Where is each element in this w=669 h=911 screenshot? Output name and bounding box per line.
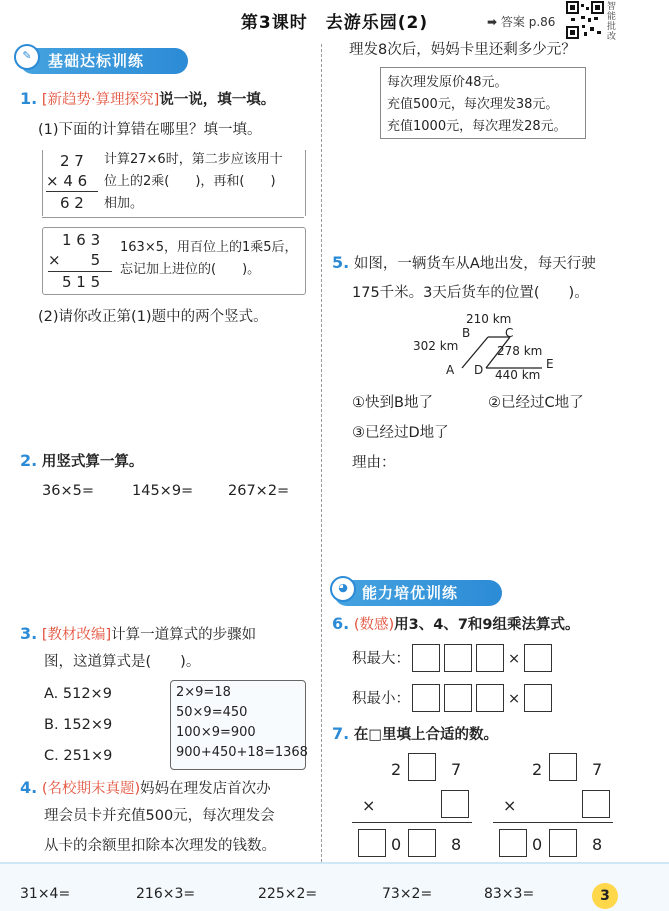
q7-p2-box-result-2[interactable] <box>549 829 577 857</box>
q2-item-1: 36×5= <box>42 483 94 499</box>
calc1-row3: 6 2 <box>60 194 84 212</box>
q1-sub2: (2)请你改正第(1)题中的两个竖式。 <box>38 309 268 325</box>
footer-item-3: 225×2= <box>258 886 318 902</box>
q2-number: 2. <box>20 451 38 470</box>
calc1-desc-line1: 计算27×6时，第二步应该用十 <box>104 152 283 167</box>
q5-point-a: A <box>446 363 455 377</box>
q5-label-cd: 278 km <box>497 344 543 358</box>
q1-title: 说一说，填一填。 <box>159 92 276 108</box>
footer-item-4: 73×2= <box>382 886 433 902</box>
q6-max-box-3[interactable] <box>476 644 504 672</box>
footer-bar <box>0 862 669 911</box>
q3-step-3: 100×9=900 <box>176 725 256 740</box>
q3-step-4: 900+450+18=1368 <box>176 745 308 760</box>
q4-info-3: 充值1000元，每次理发28元。 <box>387 119 567 134</box>
q7-p1-box-result-2[interactable] <box>408 829 436 857</box>
footer-item-1: 31×4= <box>20 886 71 902</box>
q3-option-c[interactable]: C. 251×9 <box>44 748 113 764</box>
q3-number: 3. <box>20 624 38 643</box>
q7-p2-times: × <box>503 796 517 815</box>
q7-p2-box-result-1[interactable] <box>499 829 527 857</box>
q1-tag: [新趋势·算理探究] <box>41 92 160 108</box>
footer-item-2: 216×3= <box>136 886 196 902</box>
q4-line2: 理会员卡并充值500元，每次理发会 <box>44 808 275 824</box>
section-basic-label: 基础达标训练 <box>48 52 145 70</box>
q5-reason-label: 理由： <box>352 455 396 471</box>
q3-tag: [教材改编] <box>41 627 112 643</box>
q4-info-box <box>380 67 586 139</box>
q4-tag: (名校期末真题) <box>41 781 141 797</box>
q5-option-1[interactable]: ①快到B地了 <box>352 395 433 411</box>
page-number: 3 <box>592 883 618 909</box>
q4-line4: 理发8次后，妈妈卡里还剩多少元？ <box>349 42 576 58</box>
calc2-row3: 5 1 5 <box>62 273 101 291</box>
q6-min-box-4[interactable] <box>524 684 552 712</box>
calc2-desc-line2: 忘记加上进位的( )。 <box>120 262 261 277</box>
answer-reference <box>487 13 555 30</box>
q6-number: 6. <box>332 614 350 633</box>
q7-p1-top-right: 7 <box>451 760 462 779</box>
q5-point-e: E <box>546 357 554 371</box>
section-advanced-header <box>334 580 502 606</box>
calc2-row2: × 5 <box>48 251 101 269</box>
q6-min-box-2[interactable] <box>444 684 472 712</box>
q4-heading <box>20 778 271 799</box>
q4-line3: 从卡的余额里扣除本次理发的钱数。 <box>44 838 276 854</box>
q5-line1: 如图，一辆货车从A地出发，每天行驶 <box>353 256 596 272</box>
q7-p2-top-right: 7 <box>592 760 603 779</box>
calc2-desc-line1: 163×5，用百位上的1乘5后， <box>120 240 298 255</box>
q6-min-label: 积最小： <box>352 691 410 707</box>
q1-sub1: (1)下面的计算错在哪里？填一填。 <box>38 122 262 138</box>
q1-calc-panel-1 <box>42 150 304 218</box>
q1-heading <box>20 89 275 110</box>
q7-title: 在□里填上合适的数。 <box>353 727 499 743</box>
section-advanced-label: 能力培优训练 <box>362 584 459 602</box>
q7-p1-times: × <box>362 796 376 815</box>
q7-heading <box>332 724 498 745</box>
q4-info-2: 充值500元，每次理发38元。 <box>387 97 559 112</box>
q5-label-de: 440 km <box>495 368 541 382</box>
q7-p2-box-top[interactable] <box>549 753 577 781</box>
q3-option-a[interactable]: A. 512×9 <box>44 686 112 702</box>
calc1-desc-line3: 相加。 <box>104 196 144 211</box>
q5-option-2[interactable]: ②已经过C地了 <box>488 395 584 411</box>
q6-max-box-4[interactable] <box>524 644 552 672</box>
q3-step-1: 2×9=18 <box>176 685 231 700</box>
q6-min-times: × <box>508 691 521 707</box>
mascot-icon: ✎ <box>14 44 40 70</box>
q7-p2-box-mult[interactable] <box>582 790 610 818</box>
q3-text-line2: 图，这道算式是( )。 <box>44 654 201 670</box>
calc1-desc-line2: 位上的2乘( )，再和( ) <box>104 174 276 189</box>
q5-heading <box>332 253 596 274</box>
q7-number: 7. <box>332 724 350 743</box>
mascot-dog-icon: ◕ <box>330 576 356 602</box>
page-title: 第3课时 去游乐园(2) <box>240 13 429 33</box>
q6-tag: (数感) <box>353 617 395 633</box>
q7-p1-top-left: 2 <box>391 760 402 779</box>
q6-min-box-3[interactable] <box>476 684 504 712</box>
q1-calc-panel-2 <box>42 227 304 295</box>
q7-p2-result-mid: 0 <box>532 835 543 854</box>
q4-number: 4. <box>20 778 38 797</box>
q4-line1: 妈妈在理发店首次办 <box>140 781 271 797</box>
q3-text-line1: 计算一道算式的步骤如 <box>111 627 257 643</box>
q2-item-3: 267×2= <box>228 483 290 499</box>
q7-p2-top-left: 2 <box>532 760 543 779</box>
q3-heading <box>20 624 256 645</box>
q1-number: 1. <box>20 89 38 108</box>
q7-p1-box-mult[interactable] <box>441 790 469 818</box>
q6-max-label: 积最大： <box>352 651 410 667</box>
q3-option-b[interactable]: B. 152×9 <box>44 717 113 733</box>
q6-max-box-1[interactable] <box>412 644 440 672</box>
q6-max-box-2[interactable] <box>444 644 472 672</box>
q7-p1-result-right: 8 <box>451 835 462 854</box>
answer-ref-text: 答案 p.86 <box>500 15 556 29</box>
q5-number: 5. <box>332 253 350 272</box>
qr-caption: 智能批改 <box>607 2 617 42</box>
q7-p1-result-mid: 0 <box>391 835 402 854</box>
q6-max-times: × <box>508 651 521 667</box>
qr-code-icon[interactable] <box>566 1 604 39</box>
calc1-row1: 2 7 <box>60 152 84 170</box>
q7-p1-box-top[interactable] <box>408 753 436 781</box>
q5-label-bc: 210 km <box>466 312 512 326</box>
calc1-row2: × 4 6 <box>46 172 88 190</box>
q4-info-1: 每次理发原价48元。 <box>387 75 508 90</box>
calc2-row1: 1 6 3 <box>62 231 101 249</box>
q6-title: 用3、4、7和9组乘法算式。 <box>394 617 580 633</box>
q6-min-box-1[interactable] <box>412 684 440 712</box>
q3-step-2: 50×9=450 <box>176 705 248 720</box>
q7-p1-box-result-1[interactable] <box>358 829 386 857</box>
q5-point-c: C <box>505 326 514 340</box>
q2-title: 用竖式算一算。 <box>41 454 144 470</box>
q5-point-d: D <box>474 363 484 377</box>
q2-item-2: 145×9= <box>132 483 194 499</box>
q7-p2-result-right: 8 <box>592 835 603 854</box>
q5-point-b: B <box>462 326 471 340</box>
q5-line2: 175千米。3天后货车的位置( )。 <box>352 285 589 301</box>
q6-heading <box>332 614 580 635</box>
q2-heading <box>20 451 143 472</box>
footer-item-5: 83×3= <box>484 886 535 902</box>
q3-steps-box <box>170 680 306 770</box>
q5-option-3[interactable]: ③已经过D地了 <box>352 425 449 441</box>
q5-label-ab: 302 km <box>413 339 459 353</box>
column-divider <box>321 44 322 862</box>
section-basic-header <box>20 48 188 74</box>
arrow-icon: ➡ <box>487 15 498 29</box>
